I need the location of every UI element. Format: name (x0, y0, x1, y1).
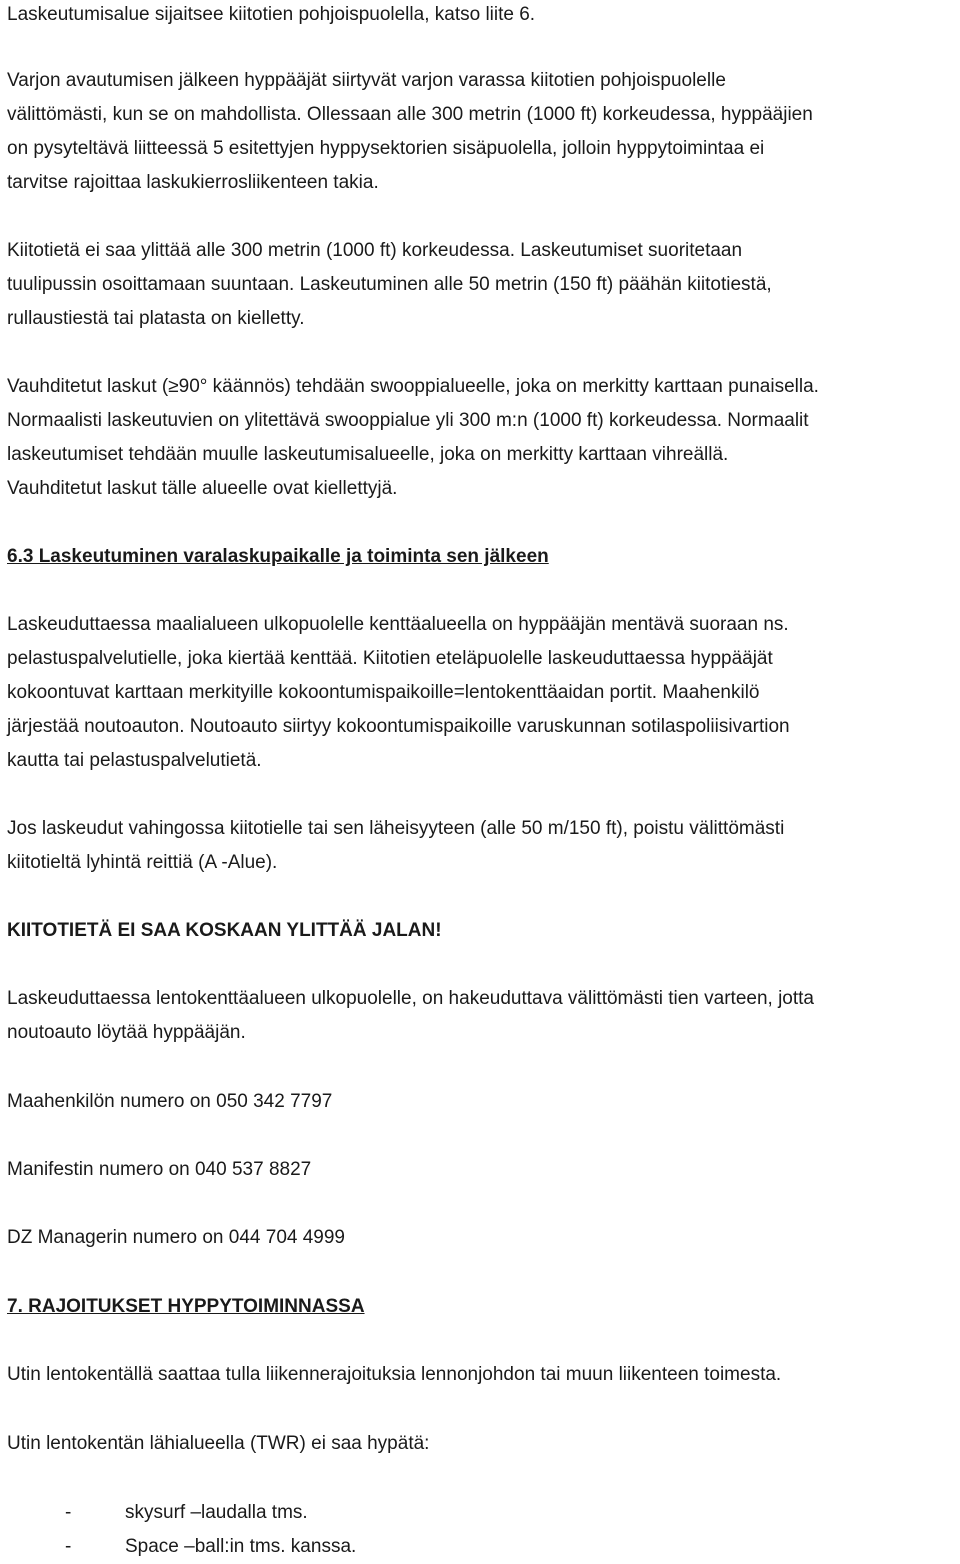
text-line: kautta tai pelastuspalvelutietä. (7, 750, 262, 771)
paragraph-canopy-drift (7, 64, 957, 200)
text-line: Vauhditetut laskut (≥90° käännös) tehdään swooppialueelle, joka on merkitty karttaan punaisella. (7, 376, 819, 397)
paragraph-traffic-restrictions: Utin lentokentällä saattaa tulla liikennerajoituksia lennonjohdon tai muun liikenteen toimesta. (7, 1364, 782, 1385)
text-line: on pysyteltävä liitteessä 5 esitettyjen hyppysektorien sisäpuolella, jolloin hyppytoimintaa ei (7, 138, 765, 159)
section-heading-7: 7. RAJOITUKSET HYPPYTOIMINNASSA (7, 1296, 365, 1317)
list-dash: - (65, 1536, 72, 1557)
paragraph-landing-area (7, 0, 957, 32)
text-line: Laskeuduttaessa lentokenttäalueen ulkopuolelle, on hakeuduttava välittömästi tien varteen, jotta (7, 988, 814, 1009)
contact-dz-manager: DZ Managerin numero on 044 704 4999 (7, 1227, 346, 1248)
text-line: kiitotieltä lyhintä reittiä (A -Alue). (7, 852, 278, 873)
paragraph-off-field-landing (7, 608, 957, 778)
paragraph-runway-accident (7, 812, 957, 880)
contact-ground-crew: Maahenkilön numero on 050 342 7797 (7, 1091, 333, 1112)
text-line: tarvitse rajoittaa laskukierrosliikenteen takia. (7, 172, 379, 193)
text-line: rullaustiestä tai platasta on kielletty. (7, 308, 305, 329)
text-line: Vauhditetut laskut tälle alueelle ovat kiellettyjä. (7, 478, 398, 499)
text-line: Normaalisti laskeutuvien on ylitettävä swooppialue yli 300 m:n (1000 ft) korkeudessa. Normaalit (7, 410, 809, 431)
paragraph-runway-crossing (7, 234, 957, 336)
text-line: Laskeuduttaessa maalialueen ulkopuolelle kenttäalueella on hyppääjän mentävä suoraan ns. (7, 614, 789, 635)
text-line: järjestää noutoauton. Noutoauto siirtyy kokoontumispaikoille varuskunnan sotilaspoliisivartion (7, 716, 790, 737)
text-line: tuulipussin osoittamaan suuntaan. Laskeutuminen alle 50 metrin (150 ft) päähän kiitotiestä, (7, 274, 772, 295)
warning-text: KIITOTIETÄ EI SAA KOSKAAN YLITTÄÄ JALAN! (7, 920, 442, 941)
list-item-text: skysurf –laudalla tms. (125, 1502, 308, 1523)
text-line: välittömästi, kun se on mahdollista. Ollessaan alle 300 metrin (1000 ft) korkeudessa, hyppääjien (7, 104, 813, 125)
section-heading-6-3: 6.3 Laskeutuminen varalaskupaikalle ja toiminta sen jälkeen (7, 546, 549, 567)
list-item (7, 1530, 947, 1564)
paragraph-twr-restrictions: Utin lentokentän lähialueella (TWR) ei saa hypätä: (7, 1433, 430, 1454)
text-line: noutoauto löytää hyppääjän. (7, 1022, 246, 1043)
text-line: pelastuspalvelutielle, joka kiertää kenttää. Kiitotien eteläpuolelle laskeuduttaessa hyppääjät (7, 648, 773, 669)
text-line: Laskeutumisalue sijaitsee kiitotien pohjoispuolella, katso liite 6. (7, 4, 536, 25)
text-line: Jos laskeudut vahingossa kiitotielle tai sen läheisyyteen (alle 50 m/150 ft), poistu välittömästi (7, 818, 785, 839)
contact-manifest: Manifestin numero on 040 537 8827 (7, 1159, 312, 1180)
list-item (7, 1496, 947, 1530)
text-line: Kiitotietä ei saa ylittää alle 300 metrin (1000 ft) korkeudessa. Laskeutumiset suoritetaan (7, 240, 743, 261)
list-item-text: Space –ball:in tms. kanssa. (125, 1536, 357, 1557)
paragraph-outside-airfield (7, 982, 957, 1050)
list-dash: - (65, 1502, 72, 1523)
text-line: laskeutumiset tehdään muulle laskeutumisalueelle, joka on merkitty karttaan vihreällä. (7, 444, 729, 465)
text-line: Varjon avautumisen jälkeen hyppääjät siirtyvät varjon varassa kiitotien pohjoispuolelle (7, 70, 726, 91)
text-line: kokoontuvat karttaan merkityille kokoontumispaikoille=lentokenttäaidan portit. Maahenkilö (7, 682, 760, 703)
paragraph-swoop-area (7, 370, 957, 506)
